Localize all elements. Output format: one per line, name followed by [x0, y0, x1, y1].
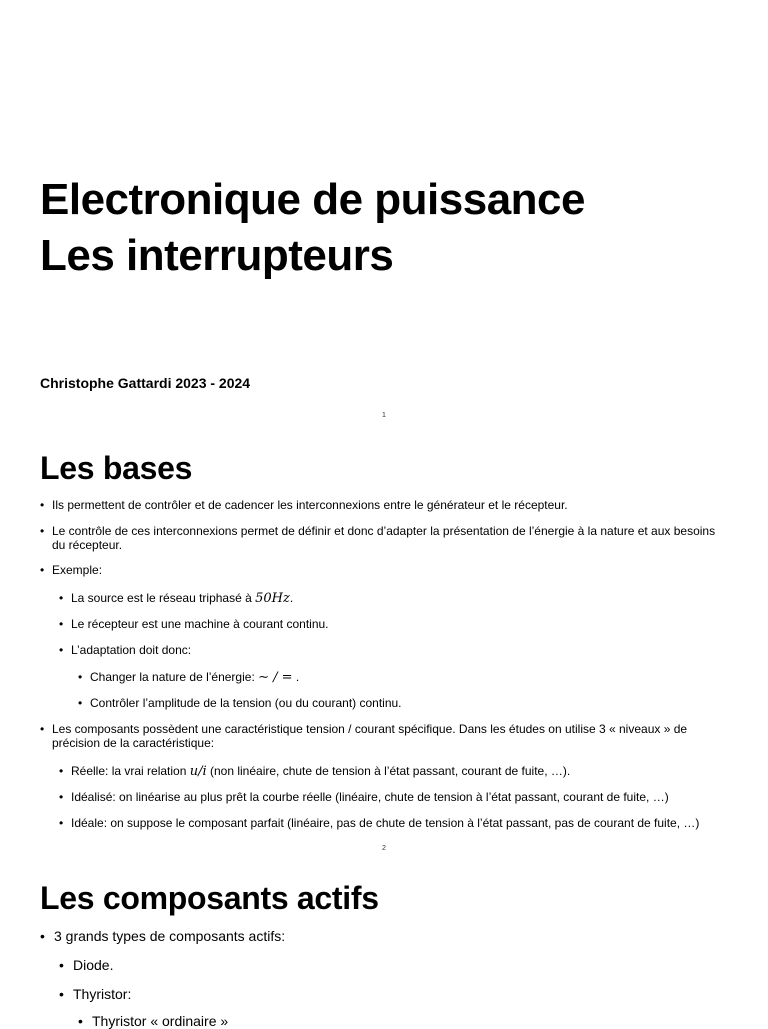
- bullet-item: [40, 928, 730, 944]
- bullet-text: [59, 591, 729, 606]
- bullet-dot: •: [78, 670, 83, 684]
- bullet-item: [59, 957, 729, 973]
- math-frequency: 50Hz: [255, 591, 290, 606]
- bullet-item: [59, 790, 729, 804]
- text-fragment: (non linéaire, chute de tension à l’état passant, courant de fuite, …).: [206, 764, 571, 778]
- bullet-text: Les composants possèdent une caractéristique tension / courant spécifique. Dans les études on utilise 3 « niveaux » de précision de la caractéristique:: [52, 722, 688, 750]
- bullet-item: [59, 816, 729, 830]
- bullet-dot: •: [59, 764, 64, 778]
- bullet-dot: •: [59, 816, 64, 830]
- bullet-dot: •: [40, 722, 45, 736]
- slide2-title: Les bases: [40, 450, 193, 486]
- bullet-dot: •: [40, 524, 45, 538]
- bullet-item: [59, 986, 729, 1002]
- text-fragment: Changer la nature de l’énergie:: [90, 670, 259, 684]
- text-fragment: .: [289, 591, 294, 605]
- bullet-dot: •: [40, 563, 45, 577]
- bullet-text: Le récepteur est une machine à courant continu.: [71, 617, 329, 631]
- text-fragment: Réelle: la vrai relation: [71, 764, 190, 778]
- bullet-item: [40, 563, 730, 577]
- math-ac-dc: ∼ / =: [258, 670, 293, 685]
- page-number-2: 2: [382, 845, 386, 852]
- bullet-item: [40, 524, 730, 552]
- bullet-dot: •: [40, 498, 45, 512]
- bullet-text: [59, 764, 729, 779]
- text-fragment: .: [292, 670, 300, 684]
- bullet-item: [59, 617, 729, 631]
- bullet-dot: •: [78, 1013, 83, 1029]
- slide3-title: Les composants actifs: [40, 880, 379, 916]
- math-ui: u/i: [189, 764, 207, 779]
- bullet-text: Exemple:: [52, 563, 103, 577]
- bullet-dot: •: [59, 957, 64, 973]
- bullet-item: [78, 1013, 728, 1029]
- bullet-dot: •: [78, 696, 83, 710]
- title-line-2: Les interrupteurs: [40, 231, 394, 280]
- bullet-dot: •: [40, 928, 45, 944]
- bullet-text: L’adaptation doit donc:: [71, 643, 192, 657]
- bullet-dot: •: [59, 986, 64, 1002]
- bullet-item: [59, 591, 729, 606]
- page-number-1: 1: [382, 412, 386, 419]
- bullet-text: Idéalisé: on linéarise au plus prêt la courbe réelle (linéaire, chute de tension à l’état passant, courant de fuite, …): [71, 790, 669, 804]
- main-title: [40, 172, 585, 284]
- bullet-text: Le contrôle de ces interconnexions permet de définir et donc d’adapter la présentation de l’énergie à la nature et aux besoins du récepteur.: [52, 524, 716, 552]
- bullet-item: [78, 670, 728, 685]
- bullet-item: [59, 643, 729, 657]
- bullet-item: [78, 696, 728, 710]
- bullet-text: Thyristor « ordinaire »: [92, 1013, 229, 1029]
- bullet-text: [78, 670, 728, 685]
- title-line-1: Electronique de puissance: [40, 175, 585, 224]
- author-line: Christophe Gattardi 2023 - 2024: [40, 375, 251, 391]
- bullet-text: Contrôler l’amplitude de la tension (ou du courant) continu.: [90, 696, 402, 710]
- bullet-item: [40, 498, 730, 512]
- bullet-text: 3 grands types de composants actifs:: [54, 928, 286, 944]
- bullet-text: Ils permettent de contrôler et de cadencer les interconnexions entre le générateur et le récepteur.: [52, 498, 568, 512]
- bullet-text: Diode.: [73, 957, 114, 973]
- bullet-dot: •: [59, 790, 64, 804]
- bullet-item: [59, 764, 729, 779]
- bullet-dot: •: [59, 643, 64, 657]
- bullet-text: Idéale: on suppose le composant parfait (linéaire, pas de chute de tension à l’état passant, pas de courant de fuite, …): [71, 816, 700, 830]
- bullet-text: Thyristor:: [73, 986, 132, 1002]
- bullet-dot: •: [59, 591, 64, 605]
- bullet-item: [40, 722, 730, 750]
- text-fragment: La source est le réseau triphasé à: [71, 591, 256, 605]
- bullet-dot: •: [59, 617, 64, 631]
